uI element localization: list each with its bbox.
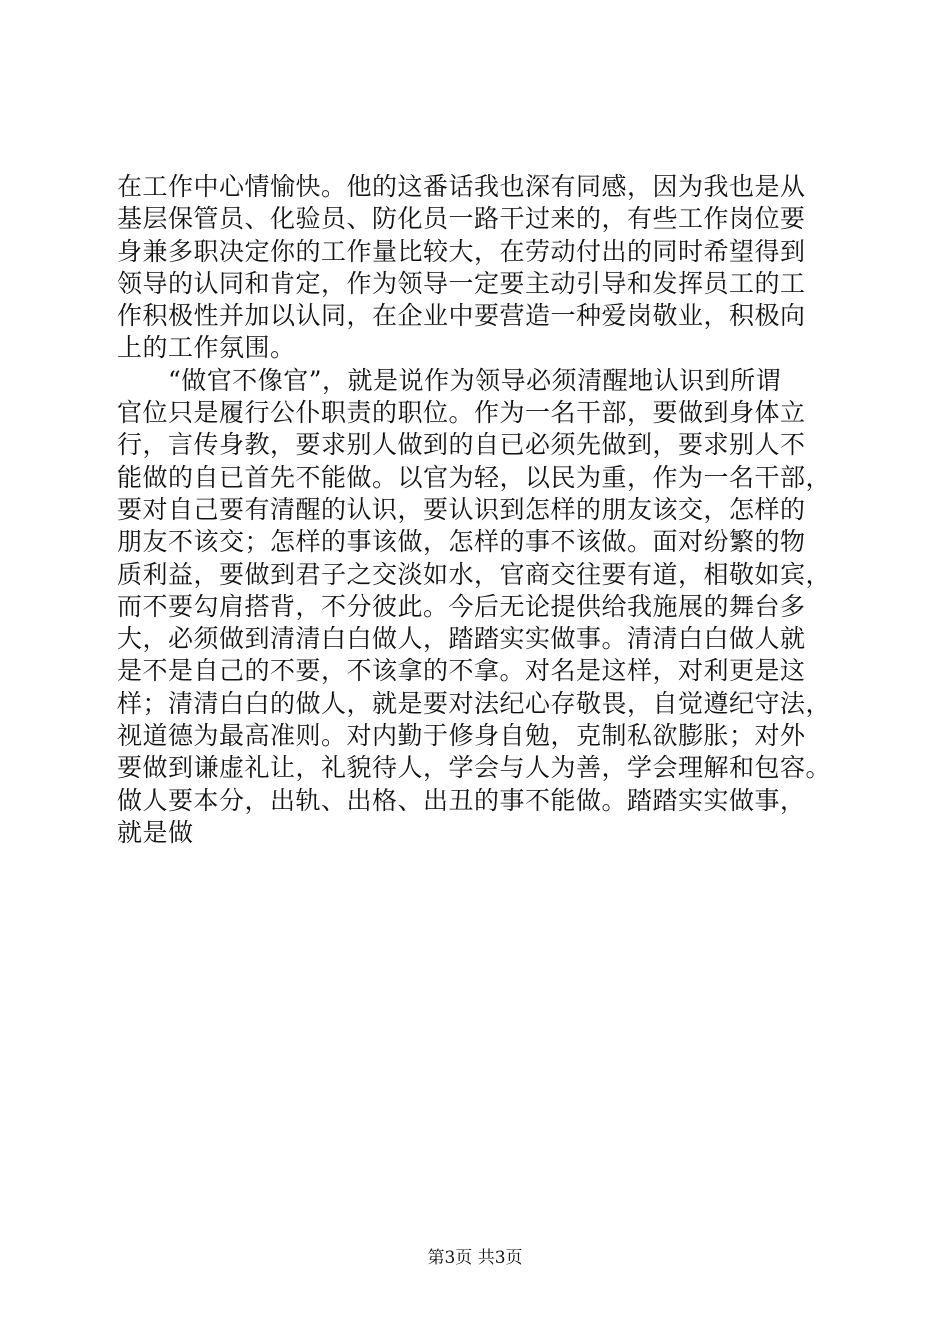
text-line: 就是做	[117, 817, 194, 847]
page-number-footer: 第3页 共3页	[427, 1248, 523, 1268]
text-line: 而不要勾肩搭背，不分彼此。今后无论提供给我施展的舞台多	[117, 591, 806, 621]
text-line: 样；清清白白的做人，就是要对法纪心存敬畏，自觉遵纪守法，	[117, 688, 832, 718]
text-line: 基层保管员、化验员、防化员一路干过来的，有些工作岗位要	[117, 204, 806, 234]
text-line: 要对自己要有清醒的认识，要认识到怎样的朋友该交，怎样的	[117, 494, 806, 524]
text-line: 做人要本分，出轨、出格、出丑的事不能做。踏踏实实做事，	[117, 785, 806, 815]
text-line: 朋友不该交；怎样的事该做，怎样的事不该做。面对纷繁的物	[117, 527, 806, 557]
body-text	[117, 171, 843, 849]
text-line: “做官不像官”，就是说作为领导必须清醒地认识到所谓	[117, 365, 782, 395]
text-line: 领导的认同和肯定，作为领导一定要主动引导和发挥员工的工	[117, 268, 806, 298]
text-line: 在工作中心情愉快。他的这番话我也深有同感，因为我也是从	[117, 172, 806, 201]
text-line: 是不是自己的不要，不该拿的不拿。对名是这样，对利更是这	[117, 656, 806, 686]
text-line: 行，言传身教，要求别人做到的自已必须先做到，要求别人不	[117, 430, 806, 460]
text-line: 要做到谦虚礼让，礼貌待人，学会与人为善，学会理解和包容。	[117, 753, 832, 783]
text-line: 视道德为最高准则。对内勤于修身自勉，克制私欲膨胀；对外	[117, 721, 806, 751]
text-line: 上的工作氛围。	[117, 333, 296, 363]
text-line: 官位只是履行公仆职责的职位。作为一名干部，要做到身体立	[117, 398, 806, 428]
text-line: 能做的自已首先不能做。以官为轻，以民为重，作为一名干部，	[117, 462, 832, 492]
text-line: 质利益，要做到君子之交淡如水，官商交往要有道，相敬如宾，	[117, 559, 832, 589]
text-line: 大，必须做到清清白白做人，踏踏实实做事。清清白白做人就	[117, 624, 806, 654]
text-line: 作积极性并加以认同，在企业中要营造一种爱岗敬业，积极向	[117, 301, 806, 331]
text-line: 身兼多职决定你的工作量比较大，在劳动付出的同时希望得到	[117, 236, 806, 266]
